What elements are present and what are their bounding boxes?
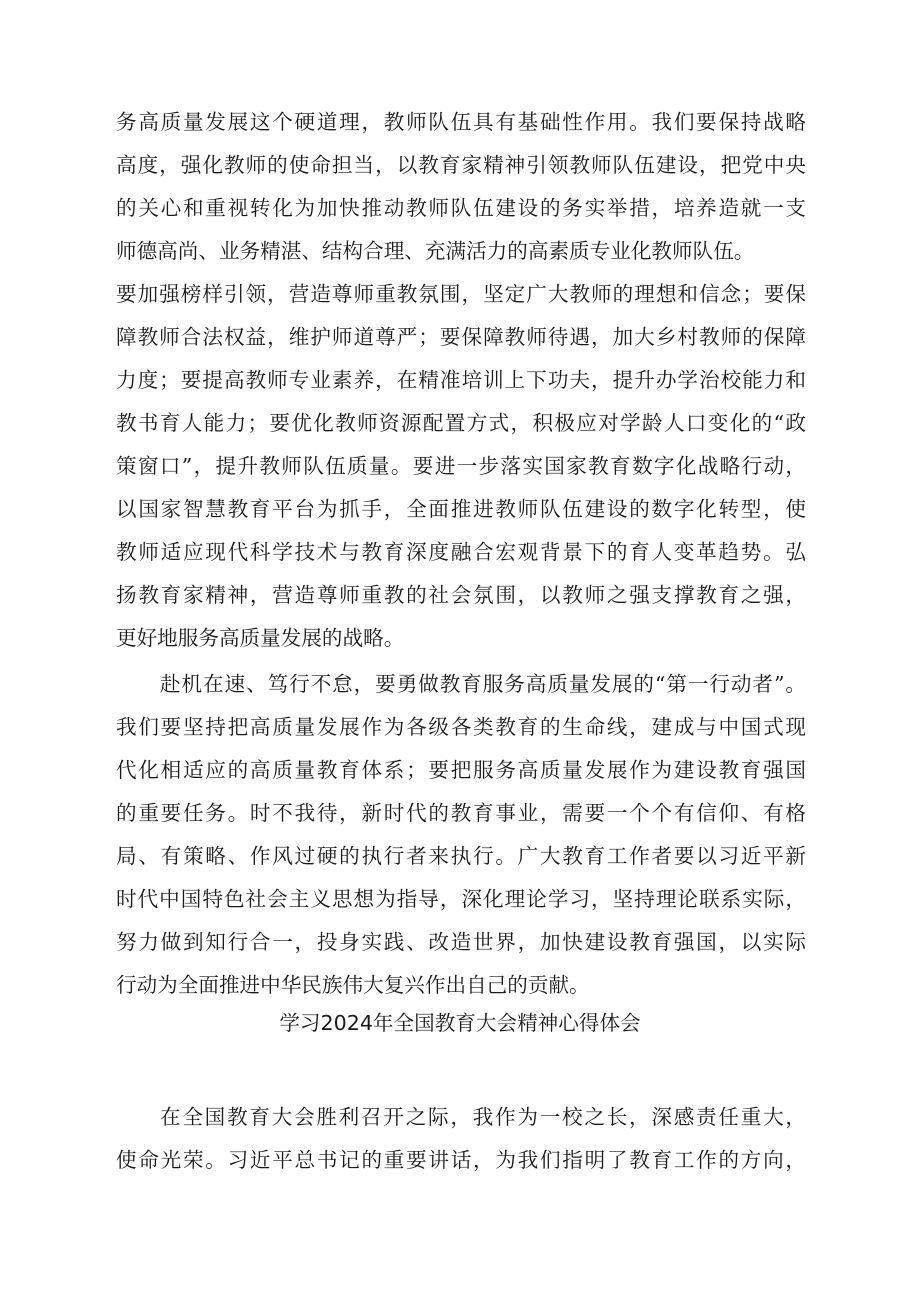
text-line: 代化相适应的高质量教育体系；要把服务高质量发展作为建设教育强国 (116, 758, 806, 782)
text-line: 教师适应现代科学技术与教育深度融合宏观背景下的育人变革趋势。弘 (116, 540, 806, 564)
text-line: 扬教育家精神，营造尊师重教的社会氛围，以教师之强支撑教育之强， (116, 583, 806, 607)
text-line: 教书育人能力；要优化教师资源配置方式，积极应对学龄人口变化的“政 (116, 411, 806, 435)
text-line: 赴机在速、笃行不怠，要勇做教育服务高质量发展的“第一行动者”。 (160, 672, 806, 696)
text-line: 务高质量发展这个硬道理，教师队伍具有基础性作用。我们要保持战略 (116, 110, 806, 134)
text-line: 高度，强化教师的使命担当，以教育家精神引领教师队伍建设，把党中央 (116, 153, 806, 177)
text-line: 的关心和重视转化为加快推动教师队伍建设的务实举措，培养造就一支 (116, 196, 806, 220)
text-line: 力度；要提高教师专业素养，在精准培训上下功夫，提升办学治校能力和 (116, 368, 806, 392)
text-line: 努力做到知行合一，投身实践、改造世界，加快建设教育强国，以实际 (116, 930, 806, 954)
text-line: 师德高尚、业务精湛、结构合理、充满活力的高素质专业化教师队伍。 (116, 239, 755, 263)
text-line: 行动为全面推进中华民族伟大复兴作出自己的贡献。 (116, 973, 590, 997)
text-line: 我们要坚持把高质量发展作为各级各类教育的生命线，建成与中国式现 (116, 715, 806, 739)
text-line: 更好地服务高质量发展的战略。 (116, 626, 405, 650)
section-heading: 学习2024年全国教育大会精神心得体会 (279, 1011, 641, 1035)
text-line: 时代中国特色社会主义思想为指导，深化理论学习，坚持理论联系实际， (116, 887, 806, 911)
text-line: 以国家智慧教育平台为抓手，全面推进教师队伍建设的数字化转型，使 (116, 497, 806, 521)
text-line: 在全国教育大会胜利召开之际，我作为一校之长，深感责任重大， (160, 1105, 806, 1129)
text-line: 的重要任务。时不我待，新时代的教育事业，需要一个个有信仰、有格 (116, 801, 806, 825)
text-line: 策窗口”，提升教师队伍质量。要进一步落实国家教育数字化战略行动， (116, 454, 806, 478)
text-line: 使命光荣。习近平总书记的重要讲话，为我们指明了教育工作的方向， (116, 1148, 806, 1172)
text-line: 局、有策略、作风过硬的执行者来执行。广大教育工作者要以习近平新 (116, 844, 806, 868)
text-line: 障教师合法权益，维护师道尊严；要保障教师待遇，加大乡村教师的保障 (116, 325, 806, 349)
text-line: 要加强榜样引领，营造尊师重教氛围，坚定广大教师的理想和信念；要保 (116, 282, 806, 306)
